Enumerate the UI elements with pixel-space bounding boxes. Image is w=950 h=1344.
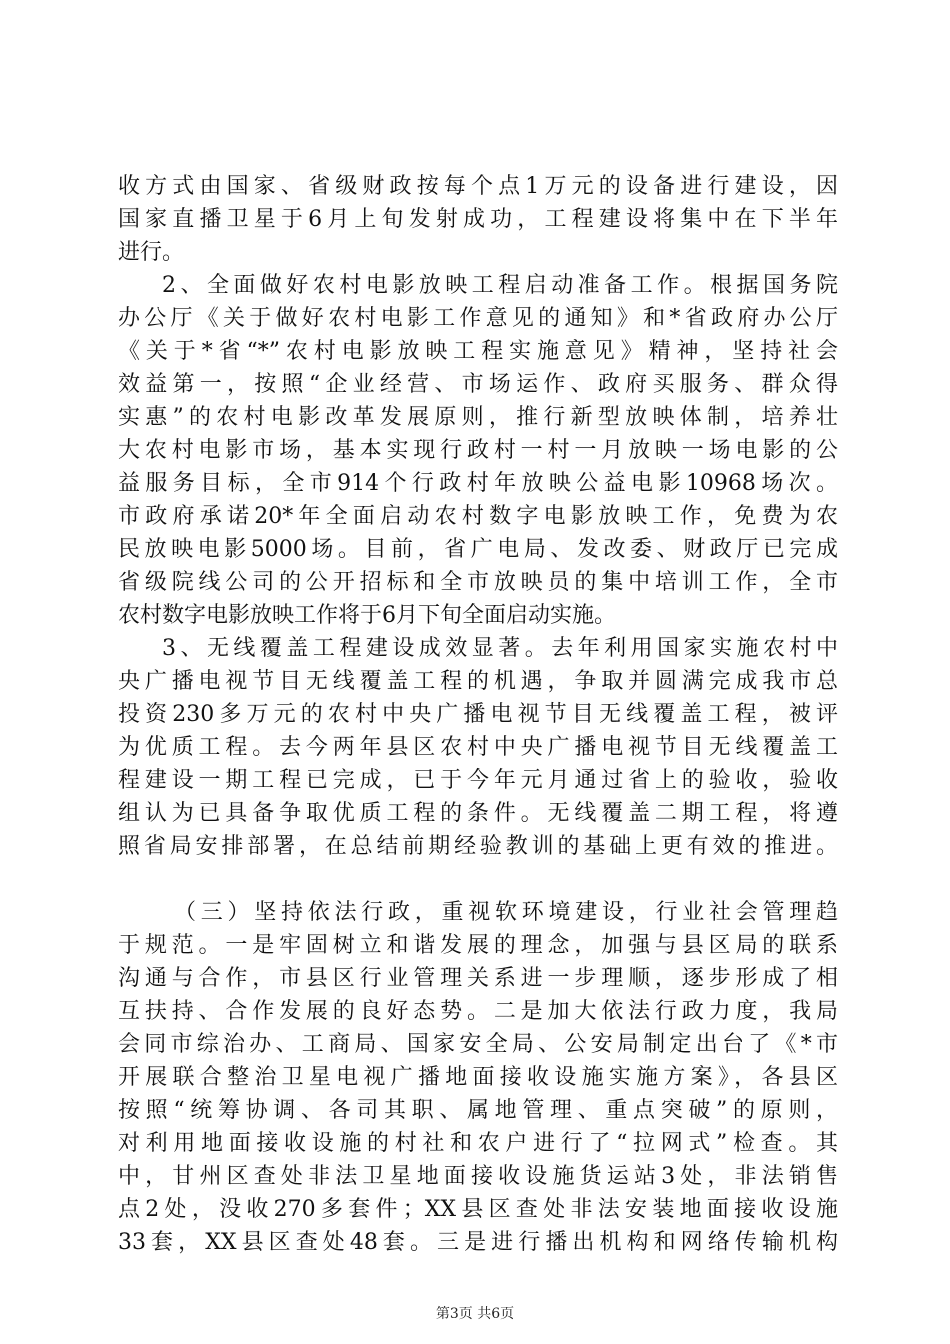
- text-line: 沟通与合作，市县区行业管理关系进一步理顺，逐步形成了相: [118, 966, 838, 991]
- text-line: 效益第一，按照“企业经营、市场运作、政府买服务、群众得: [118, 372, 838, 397]
- text-line: 按照“统筹协调、各司其职、属地管理、重点突破”的原则，: [118, 1098, 838, 1123]
- text-line: 互扶持、合作发展的良好态势。二是加大依法行政力度，我局: [118, 999, 838, 1024]
- paragraph-spacer: [118, 863, 838, 896]
- text-line: 照省局安排部署，在总结前期经验教训的基础上更有效的推进。: [118, 834, 838, 859]
- text-line: 3、无线覆盖工程建设成效显著。去年利用国家实施农村中: [162, 636, 838, 661]
- text-line: 为优质工程。去今两年县区农村中央广播电视节目无线覆盖工: [118, 735, 838, 760]
- text-line: 中，甘州区查处非法卫星地面接收设施货运站3处，非法销售: [118, 1164, 838, 1189]
- text-line: 投资230多万元的农村中央广播电视节目无线覆盖工程，被评: [118, 702, 838, 727]
- text-line: 实惠”的农村电影改革发展原则，推行新型放映体制，培养壮: [118, 405, 838, 430]
- text-line: 益服务目标，全市914个行政村年放映公益电影10968场次。: [118, 471, 838, 496]
- text-line: 大农村电影市场，基本实现行政村一村一月放映一场电影的公: [118, 438, 838, 463]
- paragraph-rural-film: [118, 269, 838, 632]
- paragraph-wireless-coverage: [118, 632, 838, 863]
- text-line: 33套，XX县区查处48套。三是进行播出机构和网络传输机构: [118, 1230, 838, 1255]
- text-line: 2、全面做好农村电影放映工程启动准备工作。根据国务院: [162, 273, 838, 298]
- text-line: 省级院线公司的公开招标和全市放映员的集中培训工作，全市: [118, 570, 838, 595]
- text-line: 收方式由国家、省级财政按每个点1万元的设备进行建设，因: [118, 174, 838, 199]
- text-line: 民放映电影5000场。目前，省广电局、发改委、财政厅已完成: [118, 537, 838, 562]
- text-line: 办公厅《关于做好农村电影工作意见的通知》和*省政府办公厅: [118, 306, 838, 331]
- text-line: 国家直播卫星于6月上旬发射成功，工程建设将集中在下半年: [118, 207, 838, 232]
- text-line: 于规范。一是牢固树立和谐发展的理念，加强与县区局的联系: [118, 933, 838, 958]
- text-line: 组认为已具备争取优质工程的条件。无线覆盖二期工程，将遵: [118, 801, 838, 826]
- text-line: 点2处，没收270多套件；XX县区查处非法安装地面接收设施: [118, 1197, 838, 1222]
- text-line: 《关于*省“*”农村电影放映工程实施意见》精神，坚持社会: [118, 339, 838, 364]
- text-line: 进行。: [118, 240, 185, 265]
- text-line: 农村数字电影放映工作将于6月下旬全面启动实施。: [118, 603, 616, 628]
- paragraph-equipment-funding: [118, 170, 838, 269]
- text-line: 对利用地面接收设施的村社和农户进行了“拉网式”检查。其: [118, 1131, 838, 1156]
- text-line: 市政府承诺20*年全面启动农村数字电影放映工作，免费为农: [118, 504, 838, 529]
- text-line: （三）坚持依法行政，重视软环境建设，行业社会管理趋: [174, 900, 838, 925]
- text-line: 央广播电视节目无线覆盖工程的机遇，争取并圆满完成我市总: [118, 669, 838, 694]
- text-line: 开展联合整治卫星电视广播地面接收设施实施方案》，各县区: [118, 1065, 838, 1090]
- document-body: [118, 170, 838, 1259]
- paragraph-law-administration: [118, 896, 838, 1259]
- page-number-footer: 第3页 共6页: [435, 1306, 515, 1322]
- text-line: 程建设一期工程已完成，已于今年元月通过省上的验收，验收: [118, 768, 838, 793]
- text-line: 会同市综治办、工商局、国家安全局、公安局制定出台了《*市: [118, 1032, 838, 1057]
